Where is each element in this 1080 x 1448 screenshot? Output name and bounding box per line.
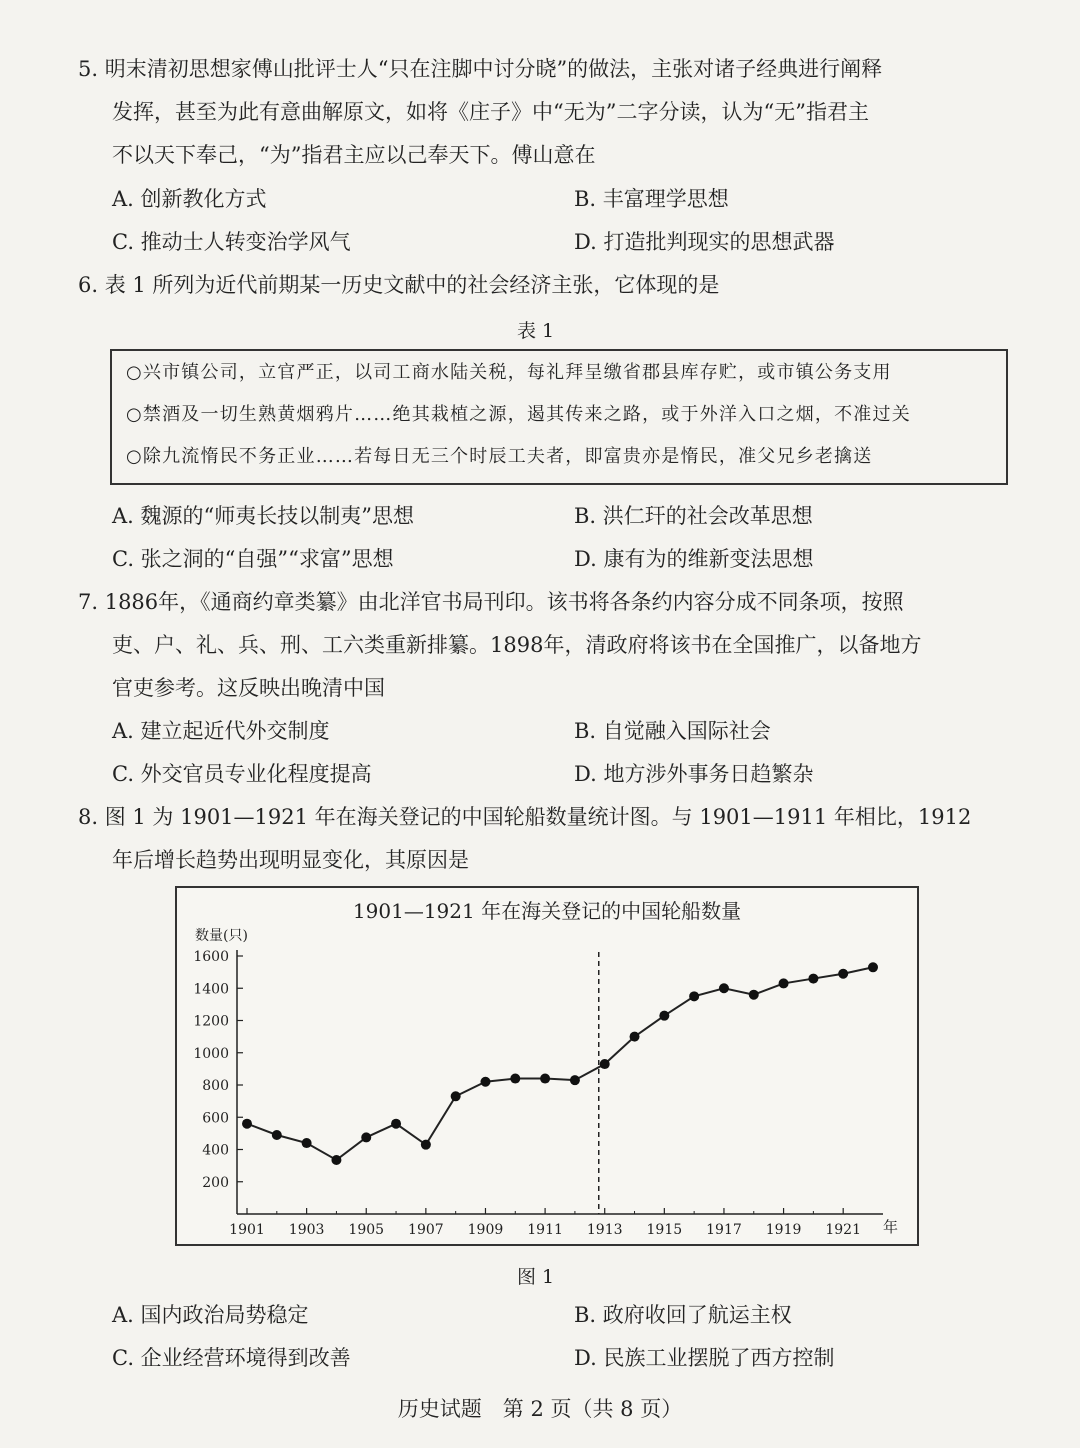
q6-option-d: D. 康有为的维新变法思想	[574, 547, 814, 571]
chart-x-axis-label: 年	[883, 1218, 899, 1236]
chart-x-tick-label: 1919	[765, 1222, 802, 1238]
chart-data-point	[749, 990, 759, 1000]
chart-data-point	[659, 1011, 669, 1021]
chart-data-point	[302, 1138, 312, 1148]
chart-y-tick-label: 1400	[193, 981, 229, 998]
chart-x-tick-label: 1909	[467, 1222, 504, 1238]
q6-option-b: B. 洪仁玕的社会改革思想	[574, 504, 813, 528]
q7-line-3: 官吏参考。这反映出晚清中国	[112, 676, 385, 700]
q6-option-a: A. 魏源的“师夷长技以制夷”思想	[112, 504, 414, 528]
page-footer: 历史试题 第 2 页（共 8 页）	[397, 1397, 683, 1421]
q7-line-1: 7. 1886年，《通商约章类纂》由北洋官书局刊印。该书将各条约内容分成不同条项，按照	[78, 590, 904, 614]
chart-data-point	[391, 1119, 401, 1129]
chart-x-tick-label: 1905	[348, 1222, 385, 1238]
chart-y-tick-label: 1000	[193, 1045, 229, 1062]
chart-data-point	[779, 978, 789, 988]
q8-option-c: C. 企业经营环境得到改善	[112, 1346, 351, 1370]
q6-option-c: C. 张之洞的“自强”“求富”思想	[112, 547, 394, 571]
table-caption: 表 1	[517, 320, 555, 342]
figure-caption: 图 1	[517, 1266, 555, 1288]
chart-x-tick-label: 1907	[408, 1222, 444, 1238]
chart-x-tick-label: 1915	[646, 1222, 683, 1238]
q8-option-a: A. 国内政治局势稳定	[112, 1303, 309, 1327]
q8-line-1: 8. 图 1 为 1901—1921 年在海关登记的中国轮船数量统计图。与 1901—1911 年相比，1912	[78, 805, 972, 829]
q7-line-2: 吏、户、礼、兵、刑、工六类重新排纂。1898年，清政府将该书在全国推广，以备地方	[112, 633, 922, 657]
q5-option-b: B. 丰富理学思想	[574, 187, 729, 211]
chart-data-point	[689, 991, 699, 1001]
figure-1-chart	[175, 886, 919, 1246]
chart-data-point	[808, 974, 818, 984]
chart-x-tick-label: 1913	[586, 1222, 623, 1238]
chart-x-tick-label: 1917	[706, 1222, 742, 1238]
chart-x-tick-label: 1911	[527, 1222, 563, 1238]
chart-y-tick-label: 800	[202, 1078, 229, 1094]
chart-data-point	[570, 1075, 580, 1085]
chart-data-point	[331, 1155, 341, 1165]
chart-x-tick-label: 1921	[825, 1222, 862, 1238]
chart-data-point	[480, 1077, 490, 1087]
q8-option-b: B. 政府收回了航运主权	[574, 1303, 792, 1327]
q7-option-c: C. 外交官员专业化程度提高	[112, 762, 372, 786]
q5-option-c: C. 推动士人转变治学风气	[112, 230, 351, 254]
chart-data-point	[272, 1130, 282, 1140]
q7-option-a: A. 建立起近代外交制度	[112, 719, 330, 743]
q5-line-1: 5. 明末清初思想家傅山批评士人“只在注脚中讨分晓”的做法，主张对诸子经典进行阐释	[78, 57, 883, 81]
q7-option-d: D. 地方涉外事务日趋繁杂	[574, 762, 814, 786]
chart-data-point	[630, 1032, 640, 1042]
chart-y-axis-label: 数量(只)	[195, 928, 248, 944]
chart-data-point	[838, 969, 848, 979]
chart-series-line	[247, 967, 873, 1160]
chart-data-point	[451, 1091, 461, 1101]
chart-y-tick-label: 1200	[193, 1013, 229, 1030]
chart-data-point	[361, 1132, 371, 1142]
chart-data-point	[421, 1140, 431, 1150]
chart-data-point	[600, 1059, 610, 1069]
q6-line-1: 6. 表 1 所列为近代前期某一历史文献中的社会经济主张，它体现的是	[78, 273, 720, 297]
chart-y-tick-label: 400	[202, 1142, 229, 1159]
q8-line-2: 年后增长趋势出现明显变化，其原因是	[112, 848, 469, 872]
chart-title: 1901—1921 年在海关登记的中国轮船数量	[352, 899, 742, 923]
q5-line-2: 发挥，甚至为此有意曲解原文，如将《庄子》中“无为”二字分读，认为“无”指君主	[112, 100, 869, 124]
table-row-3: ○除九流惰民不务正业……若每日无三个时辰工夫者，即富贵亦是惰民，准父兄乡老擒送	[126, 446, 873, 467]
q5-option-a: A. 创新教化方式	[112, 187, 267, 211]
chart-data-point	[510, 1074, 520, 1084]
chart-y-tick-label: 600	[202, 1110, 229, 1127]
q7-option-b: B. 自觉融入国际社会	[574, 719, 771, 743]
chart-data-point	[540, 1074, 550, 1084]
chart-y-tick-label: 200	[202, 1174, 229, 1191]
chart-x-tick-label: 1901	[229, 1222, 265, 1238]
q8-option-d: D. 民族工业摆脱了西方控制	[574, 1346, 835, 1370]
chart-data-point	[242, 1119, 252, 1129]
chart-svg	[177, 888, 917, 1244]
q5-option-d: D. 打造批判现实的思想武器	[574, 230, 835, 254]
chart-data-point	[719, 983, 729, 993]
table-row-1: ○兴市镇公司，立官严正，以司工商水陆关税，每礼拜呈缴省郡县库存贮，或市镇公务支用	[126, 362, 892, 383]
table-row-2: ○禁酒及一切生熟黄烟鸦片……绝其栽植之源，遏其传来之路，或于外洋入口之烟，不准过关	[126, 404, 911, 425]
chart-y-tick-label: 1600	[193, 949, 229, 965]
q5-line-3: 不以天下奉己，“为”指君主应以己奉天下。傅山意在	[112, 143, 596, 167]
chart-data-point	[868, 962, 878, 972]
chart-x-tick-label: 1903	[288, 1222, 325, 1238]
table-1	[110, 349, 1008, 485]
